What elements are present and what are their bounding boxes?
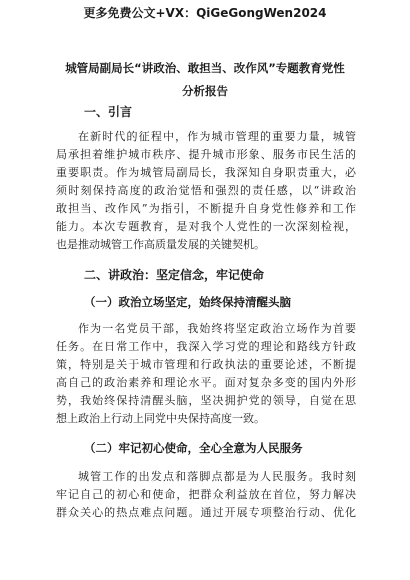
document-title-line-2: 分析报告 xyxy=(182,84,228,98)
paragraph-line: 策，特别是关于城市管理和行政执法的重要论述，不断提 xyxy=(56,358,356,371)
paragraph-line: 牢记自己的初心和使命，把群众利益放在首位，努力解决 xyxy=(56,488,356,501)
paragraph-line: 局承担着维护城市秩序、提升城市形象、服务市民生活的 xyxy=(56,148,356,161)
paragraph-line: 城管工作的出发点和落脚点都是为人民服务。我时刻 xyxy=(78,470,356,483)
paragraph-line: 想上政治上行动上同党中央保持高度一致。 xyxy=(56,412,265,425)
paragraph-line: 在新时代的征程中，作为城市管理的重要力量，城管 xyxy=(78,130,356,143)
document-title-line-1: 城管局副局长“讲政治、敢担当、改作风”专题教育党性 xyxy=(65,61,345,75)
promo-banner: 更多免费公文+VX：QiGeGongWen2024 xyxy=(83,6,327,20)
paragraph-line: 须时刻保持高度的政治觉悟和强烈的责任感，以“讲政治 xyxy=(56,184,356,197)
paragraph-line: 高自己的政治素养和理论水平。面对复杂多变的国内外形 xyxy=(56,376,356,389)
paragraph-line: 作为一名党员干部，我始终将坚定政治立场作为首要 xyxy=(78,322,356,335)
section-heading-politics: 二、讲政治：坚定信念，牢记使命 xyxy=(84,268,265,282)
paragraph-line: 重要职责。作为城管局副局长，我深知自身职责重大，必 xyxy=(56,166,356,179)
paragraph-line: 群众关心的热点难点问题。通过开展专项整治行动、优化 xyxy=(56,506,356,519)
paragraph-line: 敢担当、改作风”为指引，不断提升自身党性修养和工作 xyxy=(56,202,356,215)
subsection-heading-1: （一）政治立场坚定，始终保持清醒头脑 xyxy=(84,295,291,309)
paragraph-line: 能力。本次专题教育，是对我个人党性的一次深刻检视， xyxy=(56,220,356,233)
subsection-heading-2: （二）牢记初心使命，全心全意为人民服务 xyxy=(84,441,303,455)
paragraph-line: 势，我始终保持清醒头脑，坚决拥护党的领导，自觉在思 xyxy=(56,394,356,407)
paragraph-line: 也是推动城管工作高质量发展的关键契机。 xyxy=(56,238,265,251)
section-heading-intro: 一、引言 xyxy=(84,105,133,119)
paragraph-line: 任务。在日常工作中，我深入学习党的理论和路线方针政 xyxy=(56,340,356,353)
